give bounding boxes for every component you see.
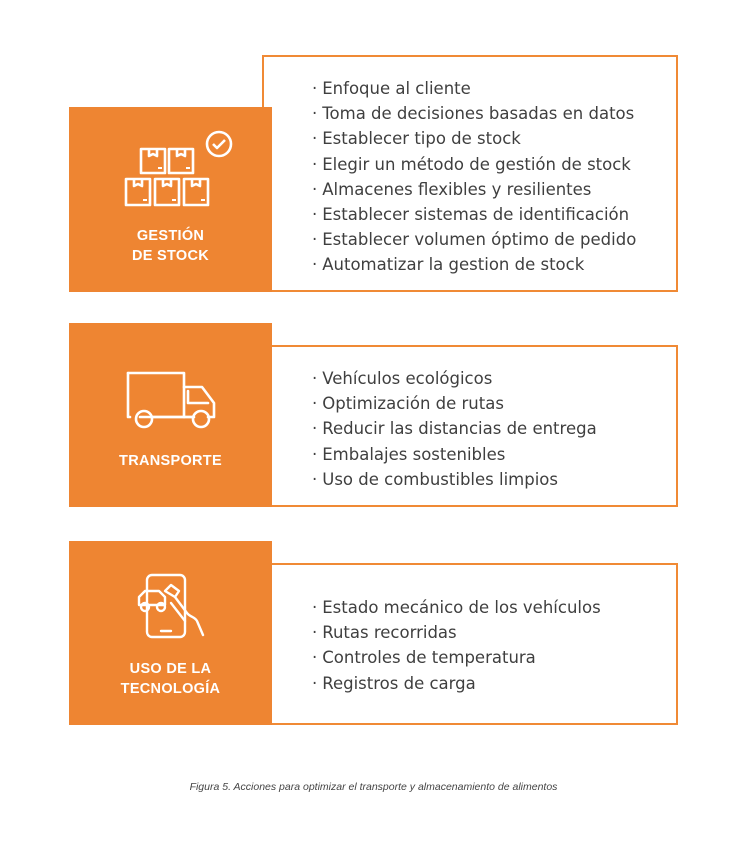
list-item-text: Registros de carga [322, 673, 476, 693]
bullet: · [312, 444, 318, 464]
bullet: · [312, 419, 318, 439]
list-item [312, 152, 636, 177]
list-item-text: Optimización de rutas [322, 394, 504, 414]
list-item [312, 467, 597, 492]
bullet: · [312, 79, 318, 98]
list-item-text: Vehículos ecológicos [322, 369, 493, 388]
transport-title-line1: TRANSPORTE [119, 453, 222, 469]
list-item [312, 101, 636, 126]
figure-caption: Figura 5. Acciones para optimizar el transporte y almacenamiento de alimentos [189, 781, 558, 793]
list-item [312, 177, 636, 202]
list-item [312, 252, 636, 277]
technology-title [69, 659, 272, 699]
bullet: · [312, 205, 318, 225]
list-item-text: Enfoque al cliente [322, 79, 471, 98]
list-item [312, 366, 597, 391]
bullet: · [312, 129, 318, 149]
bullet: · [312, 230, 318, 250]
list-item [312, 442, 597, 467]
stock-action-list [312, 76, 636, 278]
list-item-text: Almacenes flexibles y resilientes [322, 179, 592, 199]
list-item [312, 126, 636, 151]
list-item [312, 671, 601, 696]
bullet: · [312, 673, 318, 693]
list-item [312, 416, 597, 441]
list-item-text: Establecer sistemas de identificación [322, 205, 630, 225]
transport-panel [69, 323, 272, 507]
bullet: · [312, 394, 318, 414]
stock-title-line2: DE STOCK [131, 248, 210, 264]
list-item-text: Establecer tipo de stock [322, 129, 521, 149]
transport-title [69, 451, 272, 471]
technology-title-line2: TECNOLOGÍA [120, 681, 221, 697]
stock-boxes-check-icon [119, 127, 239, 217]
list-item-text: Reducir las distancias de entrega [322, 419, 597, 439]
bullet: · [312, 104, 318, 124]
list-item [312, 227, 636, 252]
phone-tracking-icon [135, 569, 207, 641]
list-item-text: Establecer volumen óptimo de pedido [322, 230, 637, 250]
bullet: · [312, 154, 318, 174]
technology-action-list [312, 595, 601, 696]
list-item-text: Toma de decisiones basadas en datos [322, 104, 635, 124]
bullet: · [312, 179, 318, 199]
transport-action-list [312, 366, 597, 492]
bullet: · [312, 623, 318, 643]
bullet: · [312, 255, 318, 275]
stock-title [69, 226, 272, 266]
list-item-text: Rutas recorridas [322, 623, 457, 643]
list-item [312, 76, 636, 101]
bullet: · [312, 648, 318, 668]
list-item [312, 645, 601, 670]
bullet: · [312, 369, 318, 388]
list-item-text: Automatizar la gestion de stock [322, 255, 585, 275]
technology-panel [69, 541, 272, 725]
stock-title-line1: GESTIÓN [136, 228, 205, 244]
list-item [312, 391, 597, 416]
truck-icon [122, 367, 222, 431]
list-item-text: Uso de combustibles limpios [322, 469, 558, 489]
list-item [312, 595, 601, 620]
list-item-text: Estado mecánico de los vehículos [322, 598, 601, 617]
list-item-text: Elegir un método de gestión de stock [322, 154, 631, 174]
list-item-text: Embalajes sostenibles [322, 444, 506, 464]
bullet: · [312, 469, 318, 489]
list-item [312, 202, 636, 227]
list-item-text: Controles de temperatura [322, 648, 536, 668]
stock-panel [69, 107, 272, 292]
list-item [312, 620, 601, 645]
technology-title-line1: USO DE LA [129, 661, 212, 677]
bullet: · [312, 598, 318, 617]
